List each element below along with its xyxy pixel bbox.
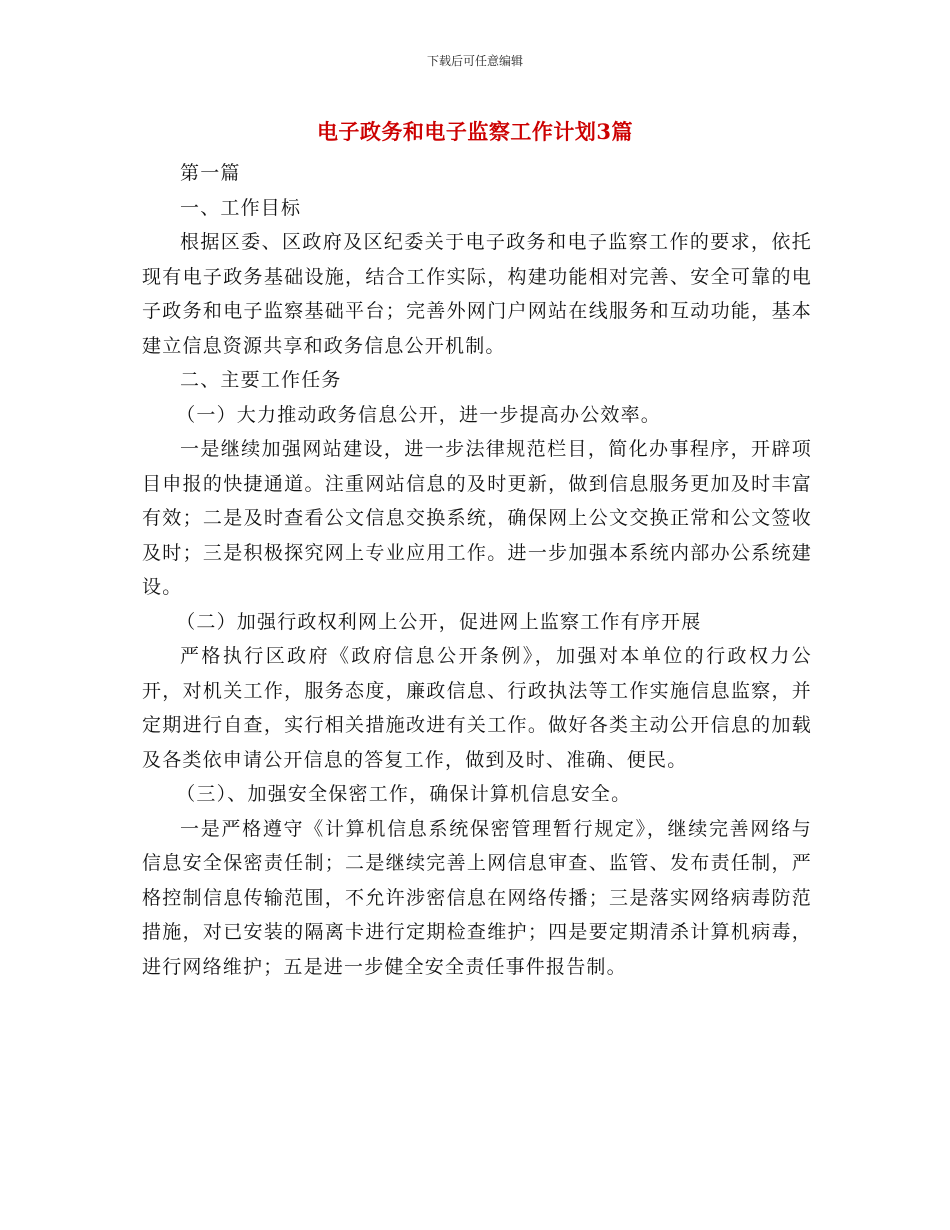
header-note: 下载后可任意编辑 bbox=[426, 54, 523, 68]
paragraph: 严格执行区政府《政府信息公开条例》，加强对本单位的行政权力公开，对机关工作，服务态度，廉政信息、行政执法等工作实施信息监察，并定期进行自查，实行相关措施改进有关工作。做好各类主动公开信息的加载及各类依申请公开信息的答复工作，做到及时、准确、便民。 bbox=[142, 645, 812, 771]
document-body bbox=[142, 156, 812, 984]
section-label: 第一篇 bbox=[180, 162, 241, 184]
paragraph: 一是严格遵守《计算机信息系统保密管理暂行规定》，继续完善网络与信息安全保密责任制；二是继续完善上网信息审查、监管、发布责任制，严格控制信息传输范围，不允许涉密信息在网络传播；三是落实网络病毒防范措施，对已安装的隔离卡进行定期检查维护；四是要定期清杀计算机病毒，进行网络维护；五是进一步健全安全责任事件报告制。 bbox=[142, 817, 812, 978]
paragraph: 根据区委、区政府及区纪委关于电子政务和电子监察工作的要求，依托现有电子政务基础设施，结合工作实际，构建功能相对完善、安全可靠的电子政务和电子监察基础平台；完善外网门户网站在线服务和互动功能，基本建立信息资源共享和政务信息公开机制。 bbox=[142, 231, 812, 357]
paragraph: 一是继续加强网站建设，进一步法律规范栏目，简化办事程序，开辟项目申报的快捷通道。注重网站信息的及时更新，做到信息服务更加及时丰富有效；二是及时查看公文信息交换系统，确保网上公文交换正常和公文签收及时；三是积极探究网上专业应用工作。进一步加强本系统内部办公系统建设。 bbox=[142, 438, 812, 598]
subheading-task-3: （三）、加强安全保密工作，确保计算机信息安全。 bbox=[176, 783, 632, 805]
subheading-task-1: （一）大力推动政务信息公开，进一步提高办公效率。 bbox=[176, 403, 661, 426]
heading-main-tasks: 二、主要工作任务 bbox=[180, 369, 342, 391]
document-title: 电子政务和电子监察工作计划3篇 bbox=[316, 119, 634, 144]
heading-work-goal: 一、工作目标 bbox=[180, 196, 302, 219]
subheading-task-2: （二）加强行政权利网上公开，促进网上监察工作有序开展 bbox=[176, 610, 702, 633]
